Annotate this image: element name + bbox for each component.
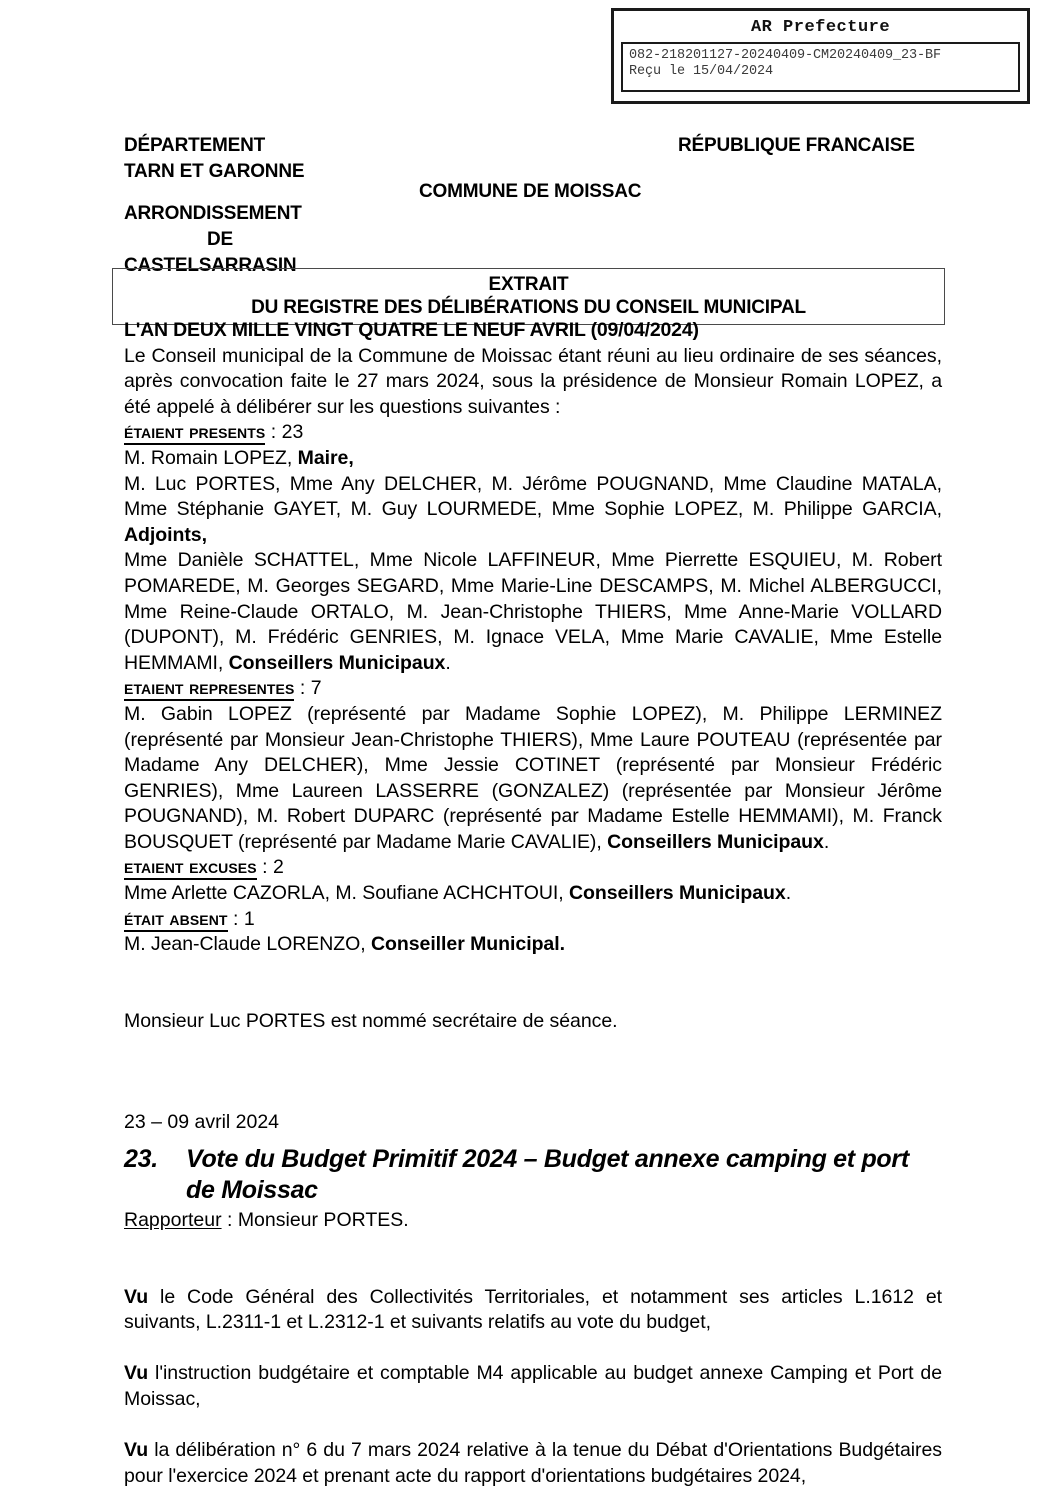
spacer-before-secretary [124, 958, 942, 1009]
absent-role: Conseiller Municipal. [370, 933, 565, 956]
excused-heading [124, 855, 942, 881]
present-label: étaient presents [124, 421, 266, 444]
extrait-line-2: DU REGISTRE DES DÉLIBÉRATIONS DU CONSEIL MUNICIPAL [251, 297, 806, 318]
absent-heading [124, 907, 942, 933]
spacer-consideration-1 [124, 1336, 942, 1362]
spacer-before-deliberation [124, 1034, 942, 1110]
deliberation-number: 23. [124, 1145, 158, 1174]
republic-title: RÉPUBLIQUE FRANCAISE [678, 135, 915, 156]
present-councillors-tail: . [445, 651, 451, 674]
consideration-text: la délibération n° 6 du 7 mars 2024 relative à la tenue du Débat d'Orientations Budgétaires pour l'exercice 2024 et prenant acte du rapport d'orientations budgétaires 2024, [124, 1439, 942, 1487]
represented-separator: : [294, 677, 311, 700]
represented-count: 7 [310, 677, 322, 700]
represented-tail: . [823, 830, 830, 853]
spacer-consideration-2 [124, 1413, 942, 1439]
present-councillors-names: Mme Danièle SCHATTEL, Mme Nicole LAFFINEUR, Mme Pierrette ESQUIEU, M. Robert POMAREDE, M. Georges SEGARD, Mme Marie-Line DESCAMPS, M. Michel ALBERGUCCI, Mme Reine-Claude ORTALO, M. Jean-Christophe THIERS, Mme Anne-Marie VOLLARD (DUPONT), M. Frédéric GENRIES, M. Ignace VELA, Mme Marie CAVALIE, Mme Estelle HEMMAMI, [124, 549, 942, 674]
consideration-text: l'instruction budgétaire et comptable M4 applicable au budget annexe Camping et Port de Moissac, [124, 1362, 942, 1410]
commune-title: COMMUNE DE MOISSAC [419, 181, 642, 202]
represented-names: M. Gabin LOPEZ (représenté par Madame Sophie LOPEZ), M. Philippe LERMINEZ (représenté par Monsieur Jean-Christophe THIERS), Mme Laure POUTEAU (représentée par Madame Any DELCHER), Mme Jessie COTINET (représenté par Monsieur Frédéric GENRIES), Mme Laureen LASSERRE (GONZALEZ) (représentée par Monsieur Jérôme POUGNAND), M. Robert DUPARC (représenté par Madame Estelle HEMMAMI), M. Franck BOUSQUET (représenté par Madame Marie CAVALIE), [124, 702, 942, 853]
department-label: DÉPARTEMENT [124, 135, 266, 156]
present-councillors-role: Conseillers Municipaux [228, 651, 446, 674]
ar-prefecture-details [621, 42, 1020, 92]
secretary-line: Monsieur Luc PORTES est nommé secrétaire de séance. [124, 1009, 618, 1032]
present-councillors-line [124, 548, 942, 676]
session-intro-paragraph: Le Conseil municipal de la Commune de Moissac étant réuni au lieu ordinaire de ses séances, après convocation faite le 27 mars 2024, sous la présidence de Monsieur Romain LOPEZ, a été appelé à délibérer sur les questions suivantes : [124, 344, 942, 418]
ar-prefecture-stamp [611, 8, 1030, 104]
deliberation-title: Vote du Budget Primitif 2024 – Budget annexe camping et port de Moissac [186, 1145, 909, 1205]
excused-tail: . [785, 882, 792, 905]
absent-label: était absent [124, 907, 228, 930]
arrondissement-de: DE [207, 229, 233, 250]
present-heading [124, 420, 942, 446]
consideration-prefix: Vu [124, 1285, 149, 1308]
consideration-prefix: Vu [124, 1362, 149, 1385]
adjoints-names: M. Luc PORTES, Mme Any DELCHER, M. Jérôme POUGNAND, Mme Claudine MATALA, Mme Stéphanie GAYET, M. Guy LOURMEDE, Mme Sophie LOPEZ, M. Philippe GARCIA, [124, 472, 942, 521]
present-count: 23 [281, 421, 304, 444]
extrait-line-1: EXTRAIT [488, 274, 569, 295]
consideration-prefix: Vu [124, 1439, 149, 1462]
arrondissement-name: CASTELSARRASIN [124, 255, 297, 276]
represented-list [124, 702, 942, 856]
ar-reference-number: 082-218201127-20240409-CM20240409_23-BF [629, 48, 942, 63]
represented-heading [124, 676, 942, 702]
document-body [124, 318, 942, 1489]
absent-list [124, 932, 942, 958]
excused-list [124, 881, 942, 907]
spacer-before-considerations [124, 1234, 942, 1285]
department-block [124, 133, 304, 185]
consideration-paragraph [124, 1361, 942, 1412]
deliberation-date-line: 23 – 09 avril 2024 [124, 1111, 280, 1134]
session-year-line: L'AN DEUX MILLE VINGT QUATRE LE NEUF AVRIL (09/04/2024) [124, 319, 699, 341]
mayor-name: M. Romain LOPEZ, [124, 446, 298, 469]
absent-separator: : [227, 907, 244, 930]
consideration-paragraph [124, 1285, 942, 1336]
deliberation-title-block [124, 1144, 942, 1206]
adjoints-line [124, 472, 942, 549]
ar-received-date: Reçu le 15/04/2024 [629, 64, 774, 79]
excused-role: Conseillers Municipaux [569, 882, 786, 905]
excused-count: 2 [272, 856, 284, 879]
excused-label: etaient excuses [124, 856, 257, 879]
arrondissement-label: ARRONDISSEMENT [124, 203, 302, 224]
excused-separator: : [256, 856, 273, 879]
consideration-text: le Code Général des Collectivités Territoriales, et notamment ses articles L.1612 et suivants, L.2311-1 et L.2312-1 et suivants relatifs au vote du budget, [124, 1285, 942, 1334]
ar-prefecture-title: AR Prefecture [750, 18, 891, 37]
mayor-role: Maire, [297, 446, 354, 469]
department-name: TARN ET GARONNE [124, 161, 305, 182]
rapporteur-value: : Monsieur PORTES. [221, 1209, 409, 1232]
extrait-box [112, 268, 945, 325]
present-separator: : [265, 421, 282, 444]
represented-label: etaient representes [124, 677, 295, 700]
represented-role: Conseillers Municipaux [607, 830, 824, 853]
absent-count: 1 [243, 907, 255, 930]
consideration-paragraph [124, 1438, 942, 1489]
rapporteur-label: Rapporteur [124, 1209, 222, 1232]
absent-names: M. Jean-Claude LORENZO, [124, 933, 371, 956]
adjoints-role: Adjoints, [124, 523, 207, 546]
mayor-line [124, 446, 942, 472]
excused-names: Mme Arlette CAZORLA, M. Soufiane ACHCHTOUI, [124, 882, 569, 905]
rapporteur-line [124, 1208, 942, 1234]
